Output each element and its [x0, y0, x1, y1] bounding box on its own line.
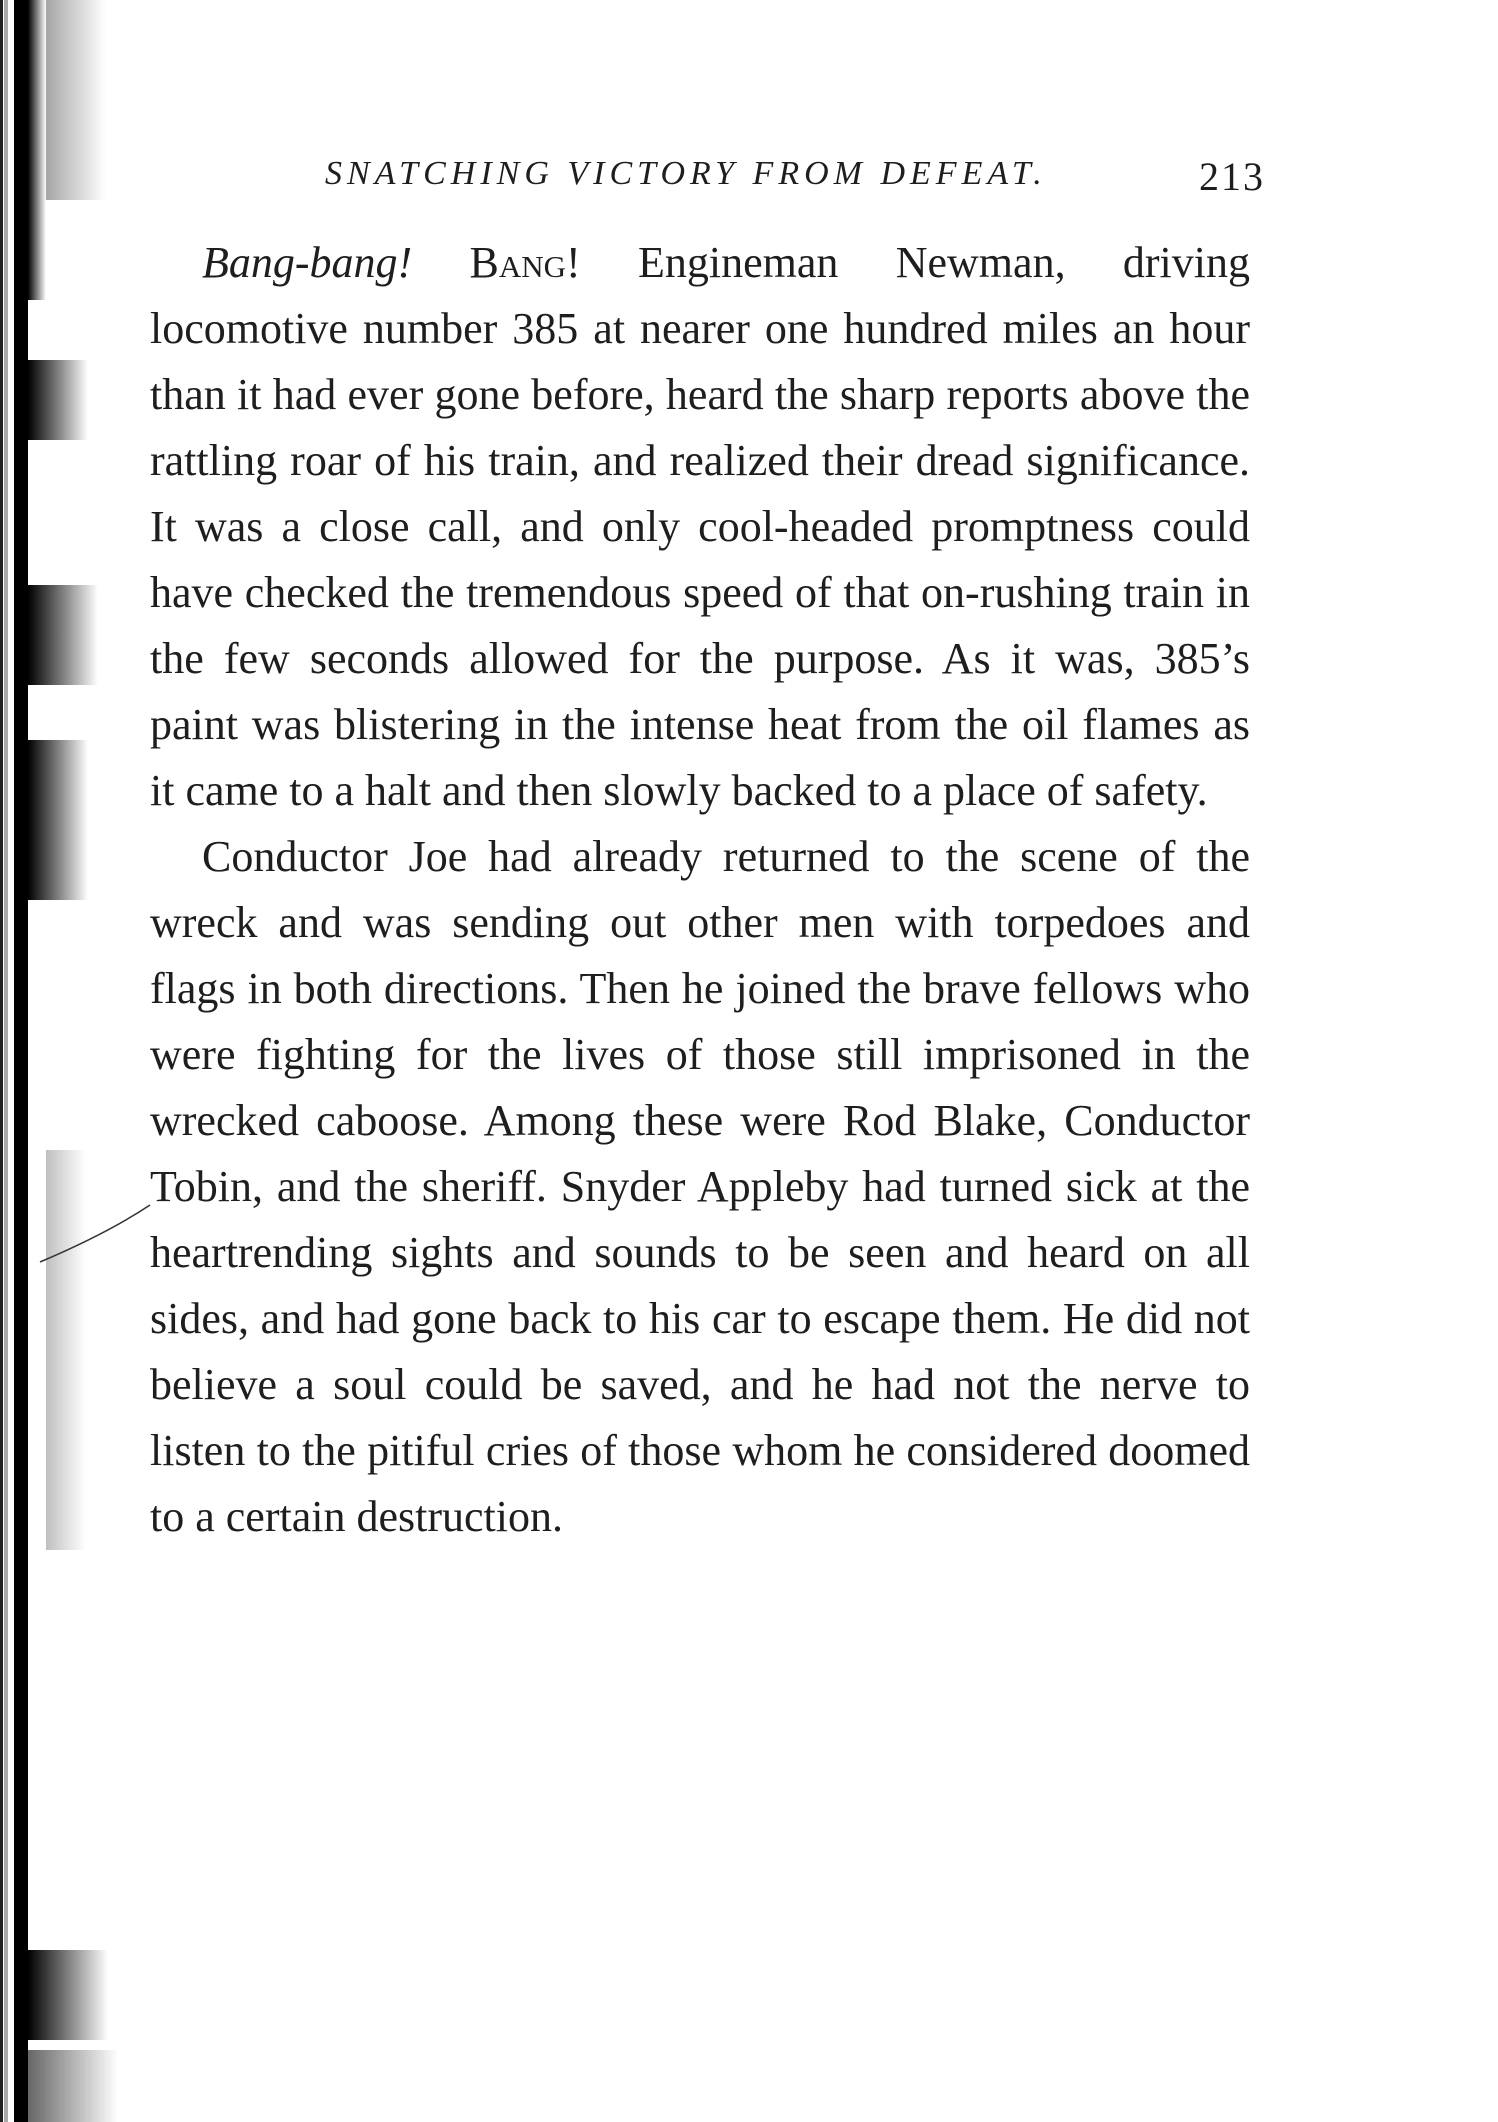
binding-edge-shadow — [0, 0, 150, 2122]
page-number: 213 — [1199, 154, 1265, 199]
opening-exclamation: Bang-bang! — [202, 238, 413, 287]
paragraph-1-text: Engineman Newman, driving locomotive number 385 at nearer one hundred miles an hour than it had ever gone before, heard the sharp reports above the rattling roar of his train, and realized their dread significance. It was a close call, and only cool-headed promptness could have checked the tremendous speed of that on-rushing train in the few seconds allowed for the purpose. As it was, 385’s paint was blistering in the intense heat from the oil flames as it came to a halt and then slowly backed to a place of safety. — [150, 238, 1250, 815]
body-text — [150, 230, 1250, 1550]
paragraph-2: Conductor Joe had already returned to the scene of the wreck and was sending out other men with torpedoes and flags in both directions. Then he joined the brave fellows who were fighting for the lives of those still imprisoned in the wrecked caboose. Among these were Rod Blake, Conductor Tobin, and the sheriff. Snyder Appleby had turned sick at the heartrending sights and sounds to be seen and heard on all sides, and had gone back to his car to escape them. He did not believe a soul could be saved, and he had not the nerve to listen to the pitiful cries of those whom he considered doomed to a certain destruction. — [150, 832, 1250, 1541]
page-header — [325, 155, 1265, 215]
opening-bang: Bang! — [469, 238, 581, 287]
paragraph-1 — [150, 230, 1250, 824]
running-title: SNATCHING VICTORY FROM DEFEAT. — [325, 155, 1047, 192]
